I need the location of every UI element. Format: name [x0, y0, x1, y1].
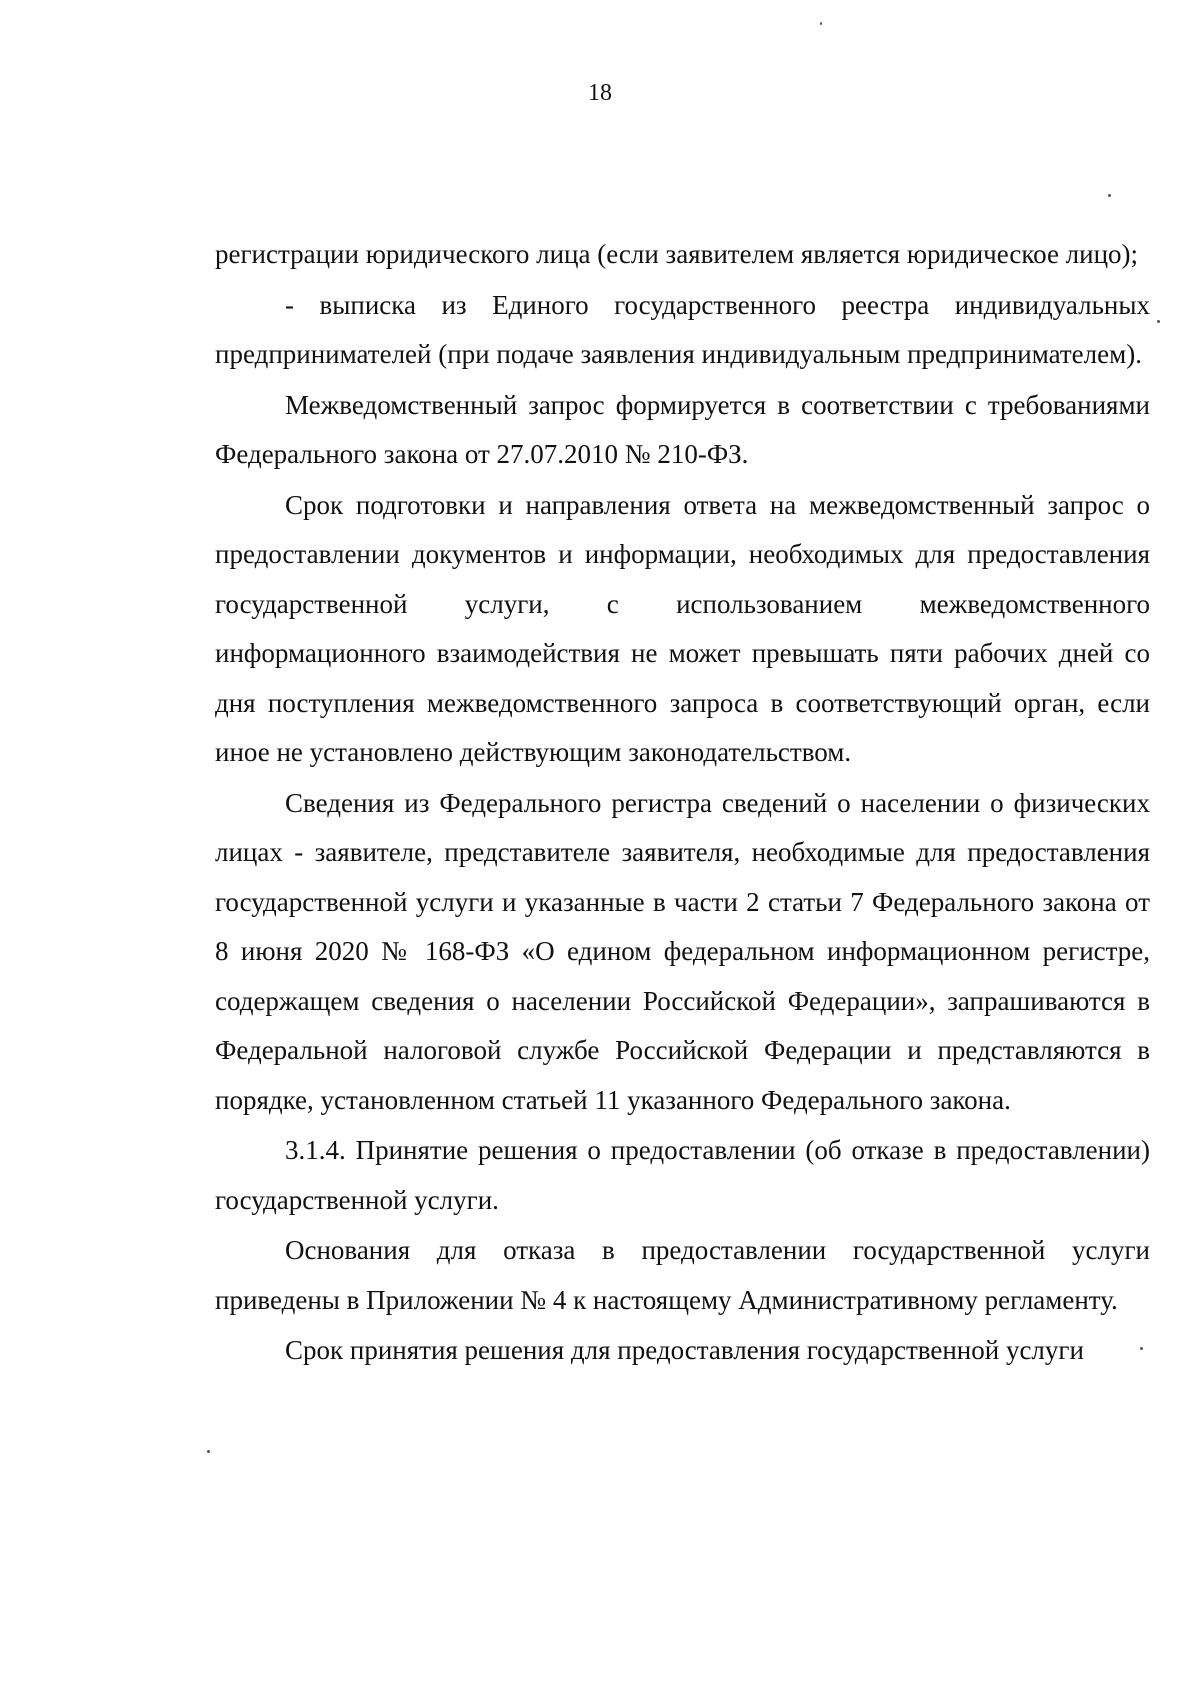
paragraph-7: Основания для отказа в предоставлении государственной услуги приведены в Приложении № 4 к настоящему Административному регламенту.: [215, 1235, 1150, 1315]
scan-speck: [1157, 320, 1160, 323]
paragraph-2: - выписка из Единого государственного реестра индивидуальных предпринимателей (при подаче заявления индивидуальным предпринимателем).: [215, 289, 1150, 369]
scan-speck: [820, 22, 822, 25]
paragraph-8: Срок принятия решения для предоставления государственной услуги: [285, 1335, 1084, 1365]
paragraph-1: регистрации юридического лица (если заявителем является юридическое лицо);: [215, 239, 1139, 269]
paragraph-3: Межведомственный запрос формируется в соответствии с требованиями Федерального закона от 27.07.2010 № 210-ФЗ.: [215, 389, 1150, 469]
scan-speck: [1140, 1347, 1143, 1350]
scan-speck: [207, 1450, 210, 1453]
paragraph-4: Срок подготовки и направления ответа на межведомственный запрос о предоставлении документов и информации, необходимых для предоставления государственной услуги, с использованием межведомственного информационного взаимодействия не может превышать пяти рабочих дней со дня поступления межведомственного запроса в соответствующий орган, если иное не установлено действующим законодательством.: [215, 489, 1150, 767]
scan-speck: [1108, 194, 1111, 197]
document-body: [215, 230, 1150, 1377]
paragraph-5: Сведения из Федерального регистра сведений о населении о физических лицах - заявителе, представителе заявителя, необходимые для предоставления государственной услуги и указанные в части 2 статьи 7 Федерального закона от 8 июня 2020 № 168-ФЗ «О едином федеральном информационном регистре, содержащем сведения о населении Российской Федерации», запрашиваются в Федеральной налоговой службе Российской Федерации и представляются в порядке, установленном статьей 11 указанного Федерального закона.: [215, 787, 1150, 1115]
paragraph-6: 3.1.4. Принятие решения о предоставлении (об отказе в предоставлении) государственной услуги.: [215, 1135, 1150, 1215]
page-number: 18: [588, 80, 612, 106]
